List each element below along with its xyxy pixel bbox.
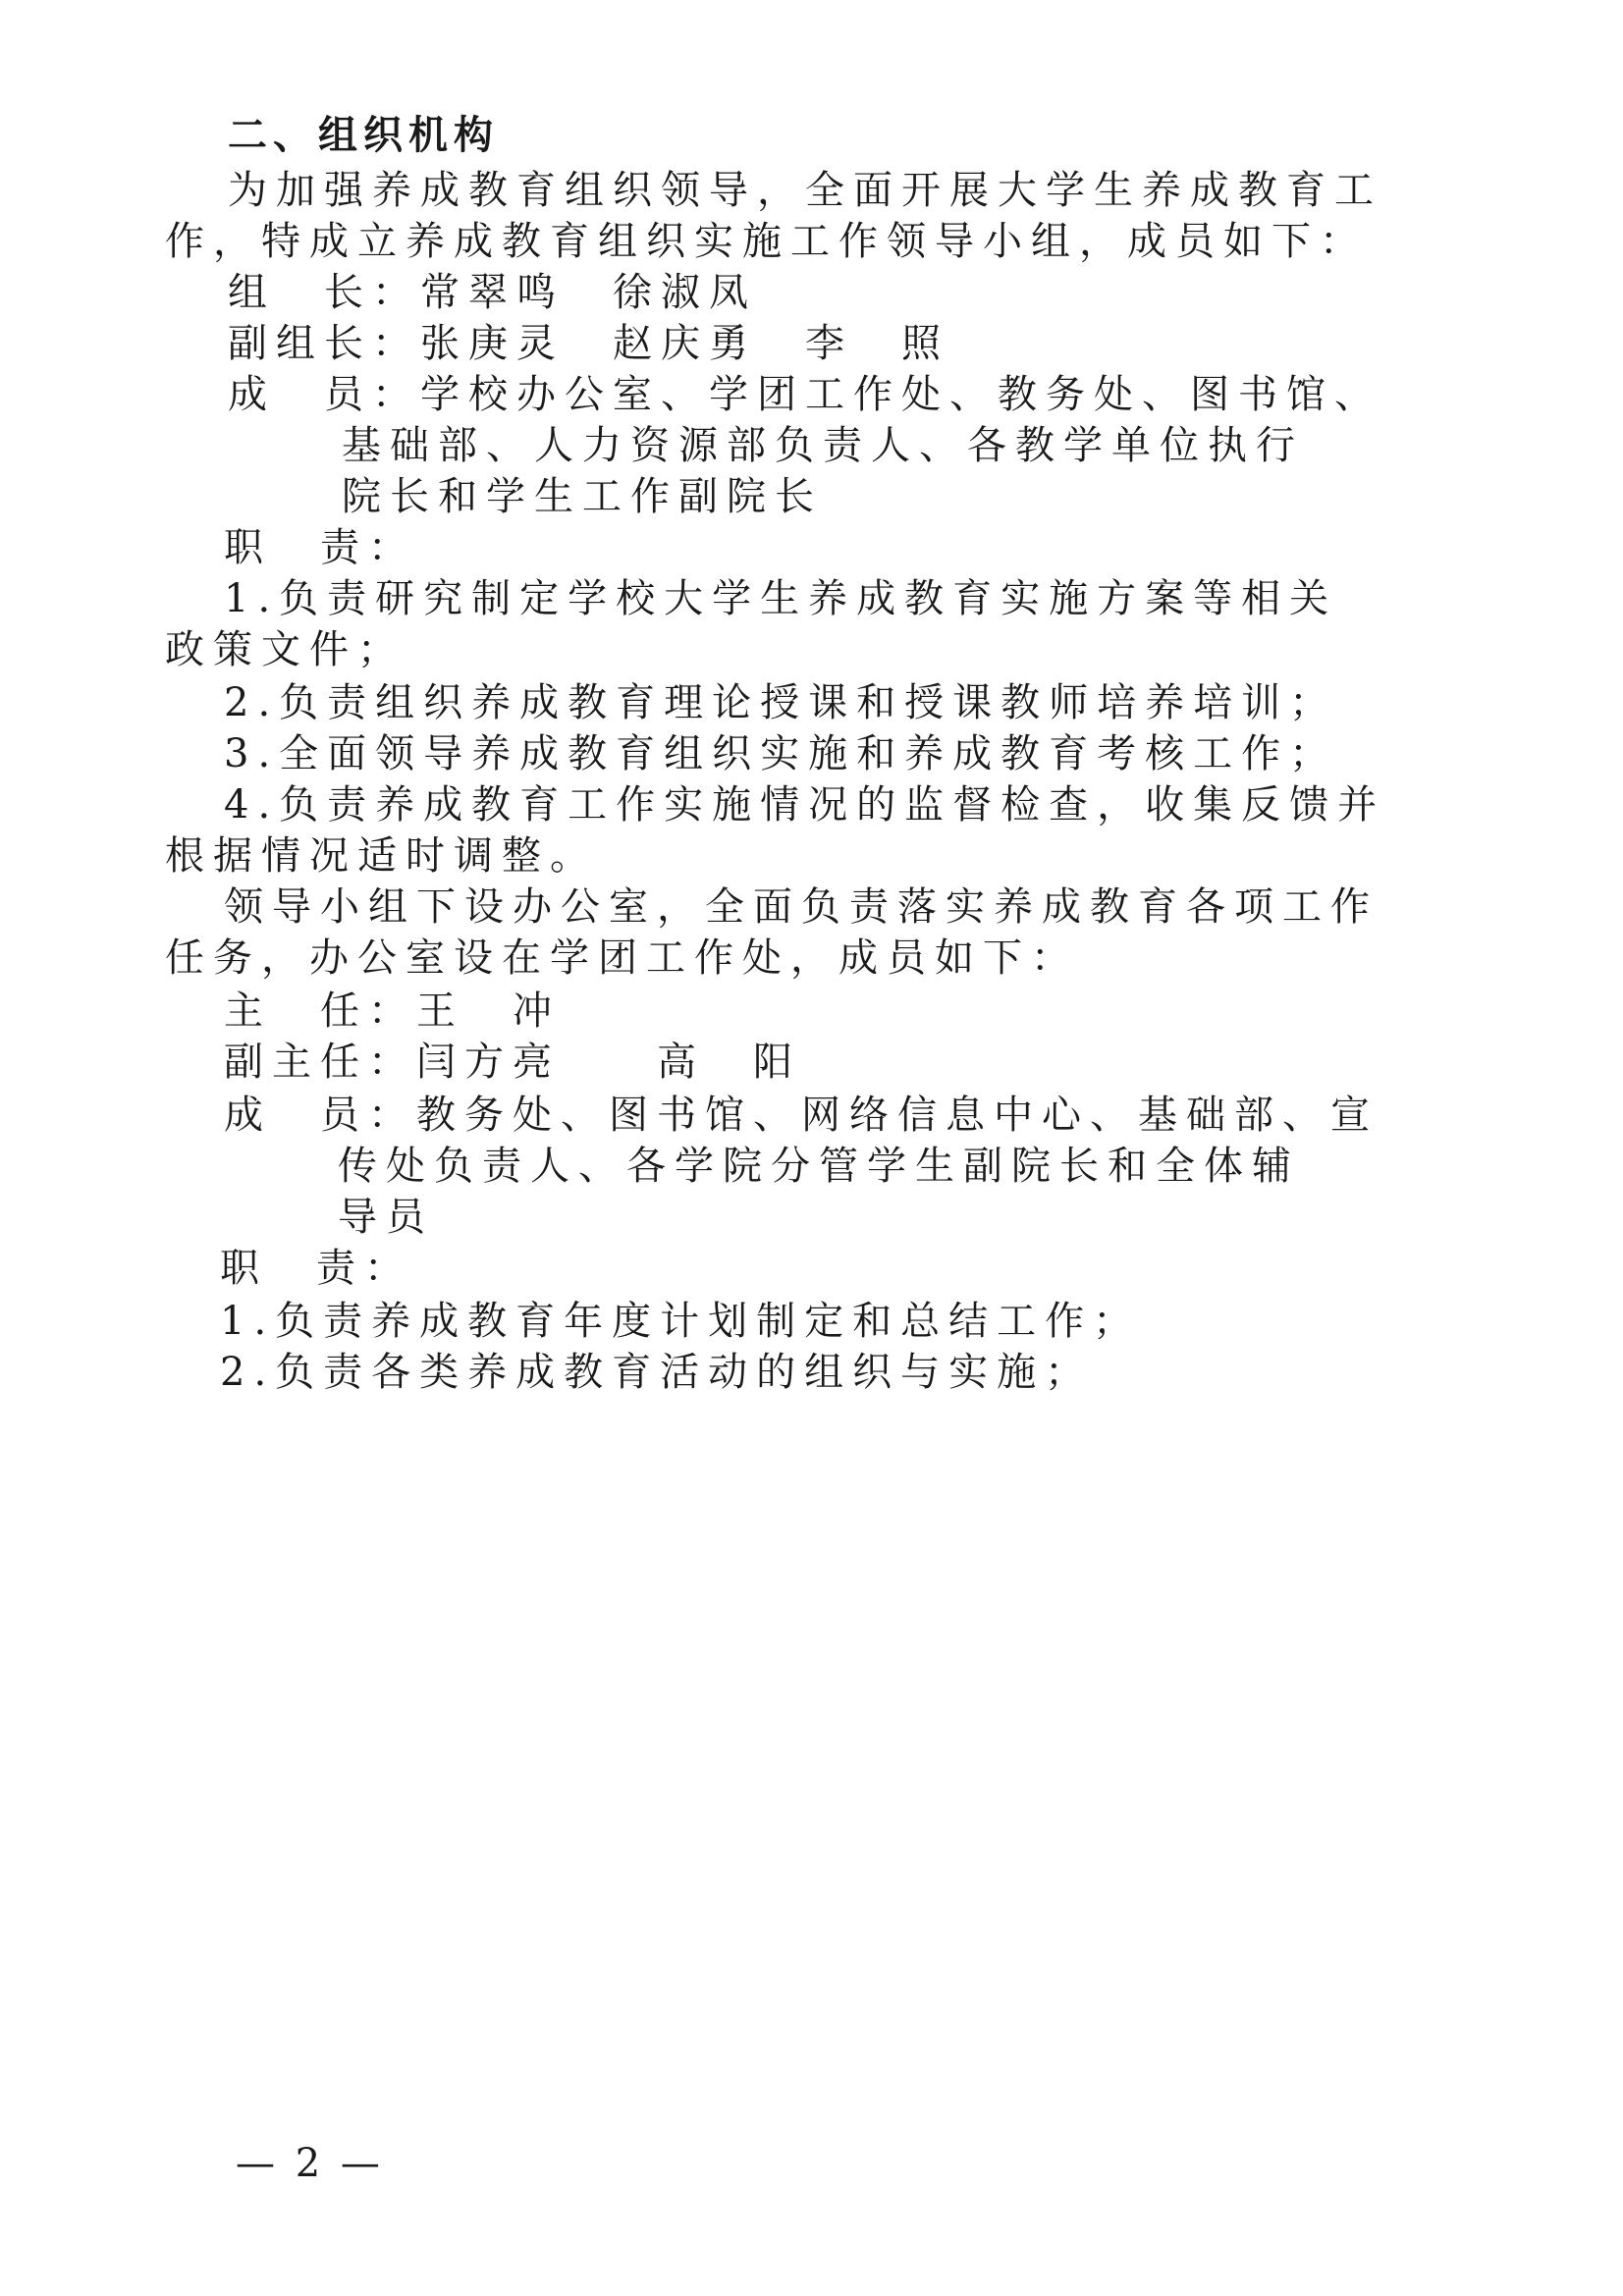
duty-item-2: 2.负责组织养成教育理论授课和授课教师培养培训； xyxy=(224,680,1338,725)
office-intro-line-2: 任务，办公室设在学团工作处，成员如下： xyxy=(165,935,1079,981)
office-duty-item-2: 2.负责各类养成教育活动的组织与实施； xyxy=(220,1350,1094,1395)
deputy-leader-line: 副组长：张庚灵 赵庆勇 李 照 xyxy=(228,321,949,366)
office-director-line: 主 任：王 冲 xyxy=(224,988,561,1034)
duty-item-3: 3.全面领导养成教育组织实施和养成教育考核工作； xyxy=(224,731,1338,776)
duties-label: 职 责： xyxy=(224,525,416,570)
members-line-1: 成 员：学校办公室、学团工作处、教务处、图书馆、 xyxy=(228,372,1382,417)
intro-line-1: 为加强养成教育组织领导，全面开展大学生养成教育工 xyxy=(228,168,1382,213)
page-number: — 2 — xyxy=(236,2141,384,2186)
office-duty-item-1: 1.负责养成教育年度计划制定和总结工作； xyxy=(220,1299,1142,1344)
duty-item-1: 1.负责研究制定学校大学生养成教育实施方案等相关 xyxy=(224,576,1338,621)
duty-item-4-cont: 根据情况适时调整。 xyxy=(165,833,598,879)
office-deputy-line: 副主任：闫方亮 高 阳 xyxy=(224,1040,801,1085)
duty-item-4: 4.负责养成教育工作实施情况的监督检查，收集反馈并 xyxy=(224,782,1386,828)
section-heading: 二、组织机构 xyxy=(228,112,499,158)
office-members-line-2: 传处负责人、各学院分管学生副院长和全体辅 xyxy=(338,1144,1300,1189)
office-intro-line-1: 领导小组下设办公室，全面负责落实养成教育各项工作 xyxy=(224,884,1379,930)
office-members-line-3: 导员 xyxy=(338,1195,434,1240)
members-line-3: 院长和学生工作副院长 xyxy=(342,474,823,519)
office-duties-label: 职 责： xyxy=(220,1246,412,1291)
leader-line: 组 长：常翠鸣 徐淑凤 xyxy=(228,270,757,315)
members-line-2: 基础部、人力资源部负责人、各教学单位执行 xyxy=(342,423,1304,468)
office-members-line-1: 成 员：教务处、图书馆、网络信息中心、基础部、宣 xyxy=(224,1093,1379,1138)
intro-line-2: 作，特成立养成教育组织实施工作领导小组，成员如下： xyxy=(165,219,1368,264)
duty-item-1-cont: 政策文件； xyxy=(165,627,406,672)
